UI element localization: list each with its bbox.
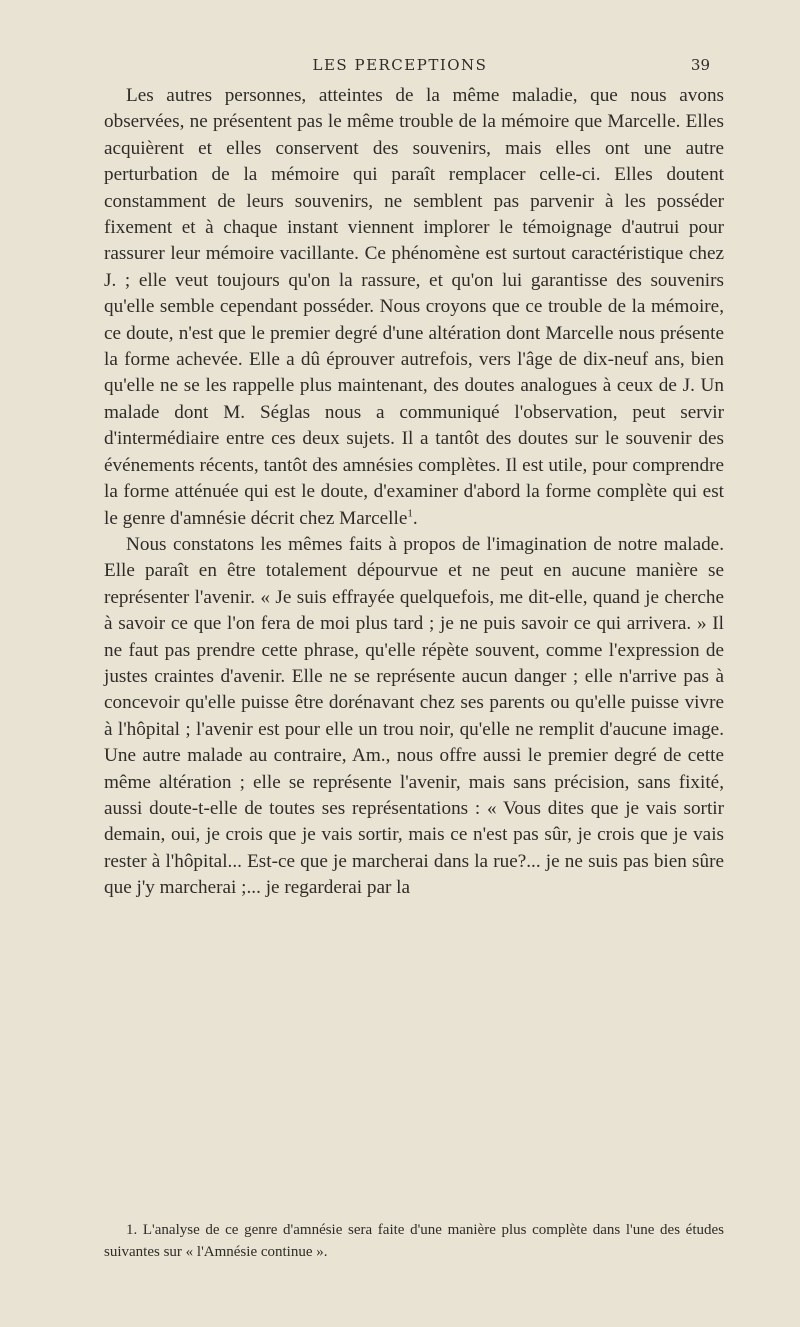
footnote-reference: 1	[407, 507, 413, 520]
footnotes	[104, 1219, 724, 1263]
paragraph-2: Nous constatons les mêmes faits à propos de l'imagination de notre malade. Elle paraît en être totalement dépourvue et ne peut en aucune manière se représenter l'avenir. « Je suis effrayée quelquefois, me dit-elle, quand je cherche à savoir ce que l'on fera de moi plus tard ; je ne puis savoir ce qui arrivera. » Il ne faut pas prendre cette phrase, qu'elle répète souvent, comme l'expression de justes craintes d'avenir. Elle ne se représente aucun danger ; elle n'arrive pas à concevoir qu'elle puisse être dorénavant chez ses parents ou qu'elle puisse vivre à l'hôpital ; l'avenir est pour elle un trou noir, qu'elle ne remplit d'aucune image. Une autre malade au contraire, Am., nous offre aussi le premier degré de cette même altération ; elle se représente l'avenir, mais sans précision, sans fixité, aussi doute-t-elle de toutes ses représentations : « Vous dites que je vais sortir demain, oui, je crois que je vais sortir, mais ce n'est pas sûr, je crois que je vais rester à l'hôpital... Est-ce que je marcherai dans la rue?... je ne suis pas bien sûre que j'y marcherai ;... je regarderai par la	[104, 533, 724, 899]
running-title: LES PERCEPTIONS	[312, 56, 488, 74]
footnote-1: 1. L'analyse de ce genre d'amnésie sera faite d'une manière plus complète dans l'une des études suivantes sur « l'Amnésie continue ».	[104, 1222, 724, 1260]
paragraph-1	[104, 83, 724, 532]
page-number: 39	[690, 56, 710, 74]
page-header	[0, 56, 800, 80]
paragraph-1-text: Les autres personnes, atteintes de la même maladie, que nous avons observées, ne présentent pas le même trouble de la mémoire que Marcelle. Elles acquièrent et elles conservent des souvenirs, mais elles ont une autre perturbation de la mémoire qui paraît remplacer celle-ci. Elles doutent constamment de leurs souvenirs, ne semblent pas parvenir à les posséder fixement et à chaque instant viennent implorer le témoignage d'autrui pour rassurer leur mémoire vacillante. Ce phénomène est surtout caractéristique chez J. ; elle veut toujours qu'on la rassure, et qu'on lui garantisse des souvenirs qu'elle semble cependant posséder. Nous croyons que ce trouble de la mémoire, ce doute, n'est que le premier degré d'une altération dont Marcelle nous présente la forme achevée. Elle a dû éprouver autrefois, vers l'âge de dix-neuf ans, bien qu'elle ne se les rappelle plus maintenant, des doutes analogues à ceux de J. Un malade dont M. Séglas nous a communiqué l'observation, peut servir d'intermédiaire entre ces deux sujets. Il a tantôt des doutes sur le souvenir des événements récents, tantôt des amnésies complètes. Il est utile, pour comprendre la forme atténuée qui est le doute, d'examiner d'abord la forme complète qui est le genre d'amnésie décrit chez Marcelle	[104, 85, 724, 529]
body-text	[104, 83, 724, 902]
paragraph-1-end: .	[412, 507, 418, 529]
